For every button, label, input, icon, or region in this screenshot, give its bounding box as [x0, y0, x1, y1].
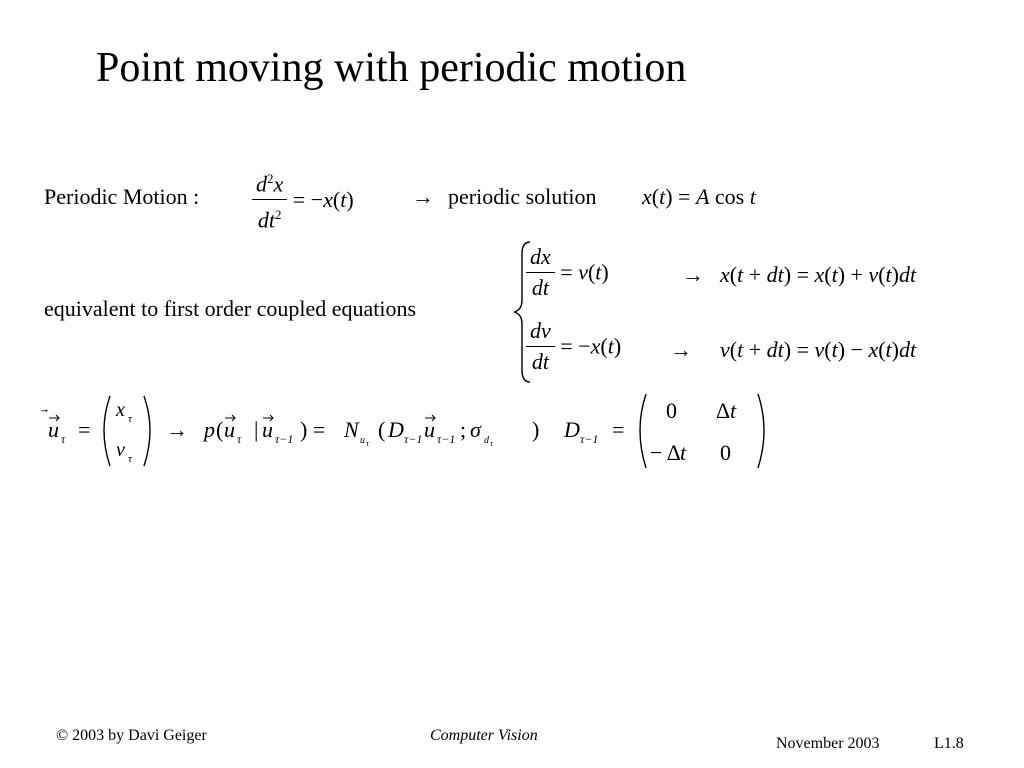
dv-dt-equation: $\frac{dv}{dt}$ = −x(t)	[526, 318, 621, 375]
second-derivative-equation: $\frac{d^2x}{dt^2}$ = −x(t)	[252, 166, 354, 234]
coupled-equations-label: equivalent to first order coupled equations	[44, 296, 417, 321]
slide-title: Point moving with periodic motion	[96, 45, 687, 91]
svg-text:u: u	[424, 417, 435, 442]
arrow-right-icon: →	[682, 262, 704, 287]
footer-date: November 2003	[776, 735, 880, 752]
svg-text:t: t	[730, 398, 737, 423]
svg-text:N: N	[344, 417, 359, 442]
svg-text:) =: ) =	[300, 417, 326, 442]
state-transition-equation	[40, 390, 780, 472]
svg-text:τ: τ	[61, 432, 66, 446]
svg-text:;: ;	[460, 417, 467, 442]
svg-text:⃗	[41, 409, 48, 413]
footer-course: Computer Vision	[430, 727, 538, 744]
svg-text:→: →	[166, 417, 188, 442]
arrow-right-icon: →	[670, 337, 692, 362]
svg-text:τ: τ	[237, 432, 242, 446]
periodic-motion-label: Periodic Motion :	[44, 184, 200, 209]
footer-copyright: © 2003 by Davi Geiger	[56, 727, 207, 744]
dx-dt-equation: $\frac{dx}{dt}$ = v(t)	[526, 244, 609, 301]
svg-text:τ: τ	[490, 439, 493, 448]
svg-text:τ: τ	[128, 413, 132, 425]
svg-text:): )	[532, 417, 540, 442]
svg-text:x: x	[116, 399, 125, 421]
svg-text:=: =	[78, 417, 91, 442]
svg-text:τ−1: τ−1	[437, 432, 456, 446]
svg-text:0: 0	[720, 440, 731, 465]
footer-slide-number: L1.8	[934, 735, 964, 752]
svg-text:(: (	[216, 417, 224, 442]
svg-text:=: =	[612, 417, 625, 442]
svg-text:p: p	[204, 417, 215, 442]
svg-text:u: u	[262, 417, 273, 442]
periodic-solution-label: periodic solution	[448, 184, 597, 209]
svg-text:D: D	[564, 417, 580, 442]
svg-text:t: t	[680, 440, 687, 465]
svg-text:(: (	[378, 417, 386, 442]
svg-text:τ: τ	[366, 439, 369, 448]
d2x-dt2-fraction: $\frac{d^2x}{dt^2}$	[252, 166, 287, 234]
svg-text:τ−1: τ−1	[580, 432, 599, 446]
solution-formula: x(t) = A cos t	[642, 184, 756, 209]
svg-text:σ: σ	[470, 417, 481, 442]
svg-text:|: |	[254, 417, 259, 442]
svg-text:u: u	[224, 417, 235, 442]
svg-text:τ−1: τ−1	[404, 432, 423, 446]
velocity-update-equation: v(t + dt) = v(t) − x(t)dt	[720, 337, 917, 362]
svg-text:− Δ: − Δ	[650, 440, 681, 465]
svg-text:D: D	[388, 417, 404, 442]
svg-text:d: d	[484, 435, 489, 446]
svg-text:u: u	[360, 435, 365, 446]
svg-text:v: v	[116, 439, 125, 461]
svg-text:τ: τ	[128, 453, 132, 465]
svg-text:0: 0	[666, 398, 677, 423]
arrow-right-icon: →	[412, 184, 434, 209]
svg-text:Δ: Δ	[716, 398, 731, 423]
svg-text:u: u	[48, 417, 59, 442]
position-update-equation: x(t + dt) = x(t) + v(t)dt	[720, 262, 917, 287]
svg-text:τ−1: τ−1	[275, 432, 294, 446]
